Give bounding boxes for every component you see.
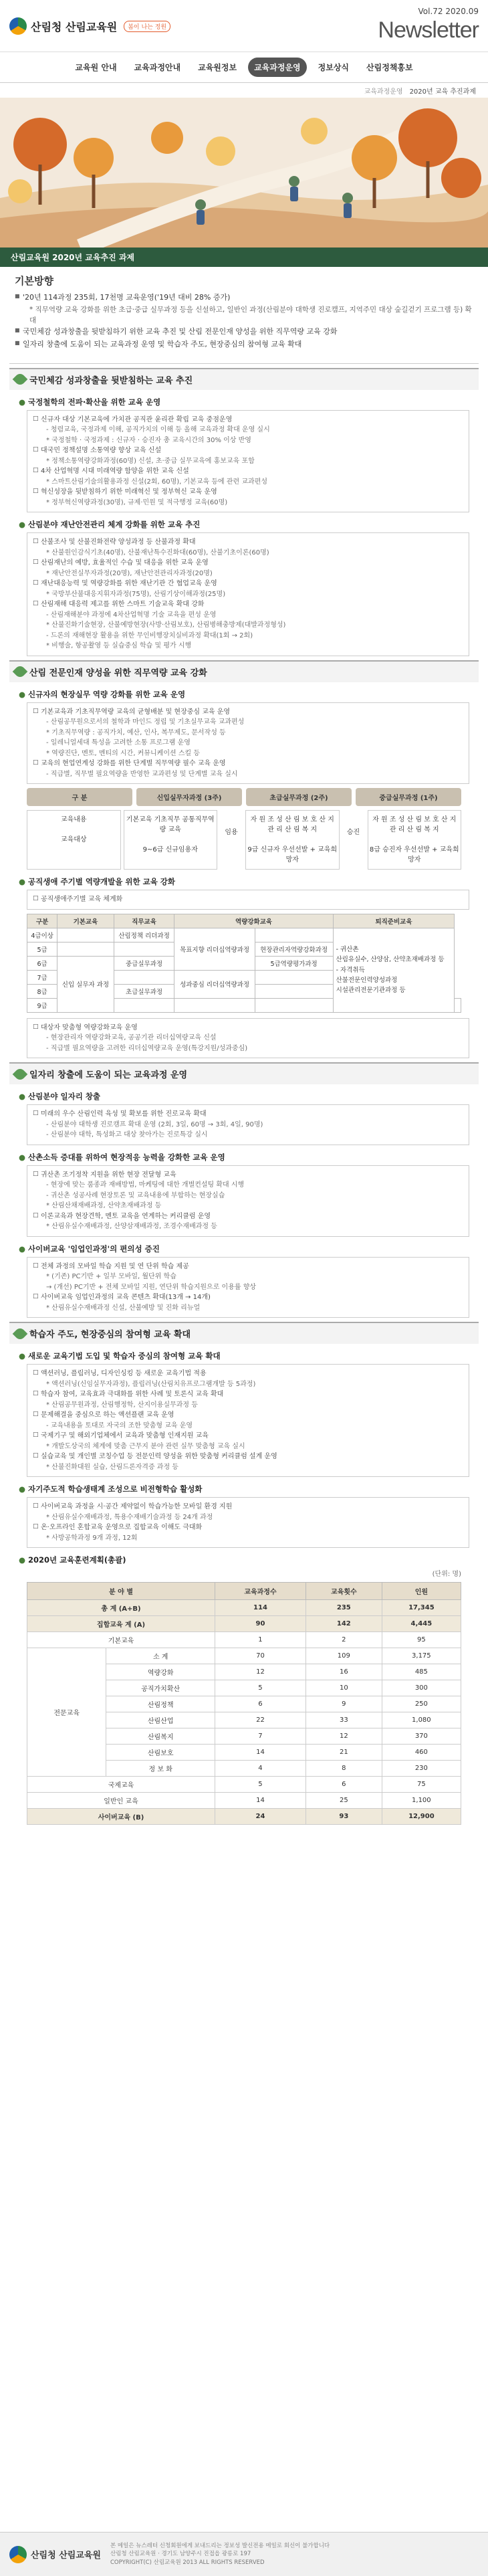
- stat-cell: 75: [382, 1777, 461, 1793]
- org-name: 산림청 산림교육원: [31, 20, 118, 33]
- table-row: [27, 1648, 461, 1664]
- retire-line: 산림유실수, 산양삼, 산약초재배과정 등: [336, 956, 445, 964]
- rank-cell: 9급: [27, 998, 57, 1012]
- section-title: [9, 368, 479, 390]
- stat-cell: 93: [306, 1809, 382, 1825]
- basic-item: ■ '20년 114과정 235회, 17천명 교육운영('19년 대비 28% 증가): [15, 292, 473, 304]
- slogan-badge: 봄이 나는 정원: [124, 21, 170, 32]
- flow-basic-text: 기본교육 기초직무 공통직무역량 교육: [126, 816, 215, 834]
- stat-title: ● 2020년 교육훈련계획(총괄): [19, 1555, 479, 1565]
- flow-arrow: 승진: [346, 829, 360, 837]
- subsection-title: ● 산림분야 재난안전관리 체계 강화를 위한 교육 추진: [19, 519, 479, 530]
- content-line: - 현장에 맞는 품종과 재배방법, 마케팅에 대한 개별컨설팅 확대 시행: [46, 1181, 245, 1189]
- stat-cell: 산림산업: [106, 1712, 215, 1728]
- stat-cell: 24: [215, 1809, 306, 1825]
- stat-cell: 4: [215, 1761, 306, 1777]
- stat-cell: 485: [382, 1664, 461, 1680]
- content-line: * 비행술, 항공촬영 등 실습중심 학습 및 평가 시행: [46, 642, 192, 650]
- table-cell: 초급실무과정: [114, 984, 174, 998]
- stat-cell: 9: [306, 1696, 382, 1712]
- footer-line: 산림청 산림교육원 · 경기도 남양주시 진접읍 광릉로 197: [110, 2551, 251, 2558]
- section-title-text: 학습자 주도, 현장중심의 참여형 교육 확대: [29, 1330, 191, 1341]
- stat-cell: 114: [215, 1600, 306, 1616]
- table-row: [27, 1616, 461, 1632]
- stat-cell: 95: [382, 1632, 461, 1648]
- content-line: * 액션러닝(신임실무자과정), 플립러닝(산림치유프로그램개발 등 5과정): [46, 1380, 256, 1388]
- section-title-text: 산림 전문인재 양성을 위한 직무역량 교육 강화: [29, 668, 207, 678]
- subsection-title: ● 사이버교육 '임업인과정'의 편의성 증진: [19, 1244, 479, 1254]
- stat-cell: 산림보호: [106, 1745, 215, 1761]
- stat-cell: 1: [215, 1632, 306, 1648]
- table-row: [27, 1632, 461, 1648]
- stat-cell: 109: [306, 1648, 382, 1664]
- stat-cell: 6: [306, 1777, 382, 1793]
- content-list: [34, 415, 462, 508]
- stat-header: 인원: [382, 1583, 461, 1600]
- nav-item-operation[interactable]: 교육과정운영: [248, 58, 307, 77]
- content-line: □ 대국민 정책설명 소통역량 향상 교육 신설: [34, 445, 462, 456]
- flow-head: 구 분: [27, 788, 132, 806]
- content-list: [34, 1170, 462, 1232]
- retire-line: - 귀산촌: [336, 946, 359, 954]
- table-cell: [255, 998, 333, 1012]
- table-cell: 목표지향 리더십역량과정: [174, 928, 255, 970]
- stat-cell: 235: [306, 1600, 382, 1616]
- stat-cell: 14: [215, 1745, 306, 1761]
- stat-cell: 10: [306, 1680, 382, 1696]
- stat-cell: 370: [382, 1728, 461, 1745]
- stat-cell: 21: [306, 1745, 382, 1761]
- table-header: 구분: [27, 914, 57, 928]
- flow-junior-text: 자 원 조 성 산 림 보 호 산 지 관 리 산 림 복 지: [250, 816, 334, 834]
- stat-cell: 전문교육: [27, 1648, 106, 1777]
- stat-table-wrap: [27, 1582, 461, 1825]
- content-box: [27, 532, 469, 656]
- content-line: □ 문제해결을 중심으로 하는 액션플랜 교육 운영: [34, 1410, 462, 1421]
- content-line: * 정책소통역량강화과정(60명) 신설, 초·중급 실무교육에 홍보교육 포함: [46, 457, 255, 465]
- content-line: □ 실습교육 및 개인별 코칭수업 등 전문인력 양성을 위한 맞춤형 커리큘럼 설계 운영: [34, 1452, 462, 1462]
- content-line: * 국정철학 · 국정과제 : 신규자 · 승진자 총 교육시간의 30% 이상 반영: [46, 436, 251, 444]
- content-line: * 산림유실수재배과정 신설, 산불예방 및 진화 리뉴얼: [46, 1304, 201, 1312]
- stat-cell: 300: [382, 1680, 461, 1696]
- stat-cell: 1,100: [382, 1793, 461, 1809]
- table-cell: 산림정책 리더과정: [114, 928, 174, 942]
- newsletter-title: Newsletter: [378, 17, 479, 43]
- table-cell: [255, 970, 333, 984]
- content-box: [27, 1165, 469, 1237]
- course-flow-header: [27, 788, 461, 806]
- content-line: □ 대상자 맞춤형 역량강화교육 운영: [34, 1023, 462, 1033]
- subsection-title: ● 산림분야 일자리 창출: [19, 1091, 479, 1102]
- autumn-park-illustration: [0, 98, 488, 247]
- flow-target-3: 8급 승진자 우선선발 + 교육희망자: [369, 846, 459, 864]
- subsection-title: ● 산촌소득 증대를 위하여 현장적응 능력을 강화한 교육 운영: [19, 1152, 479, 1163]
- main-nav: [0, 52, 488, 83]
- section-title: [9, 1322, 479, 1344]
- subsection-title: ● 신규자의 현장실무 역량 강화를 위한 교육 운영: [19, 689, 479, 700]
- section-citizen-results: [9, 368, 479, 656]
- content-line: □ 교육의 현업연계성 강화를 위한 단계별 직무역량 필수 교육 운영: [34, 759, 462, 769]
- content-line: - 직급별, 직무별 필요역량을 반영한 교과편성 및 단계별 교육 실시: [46, 770, 238, 778]
- content-box: [27, 1018, 469, 1059]
- content-line: * 산불진화대원 실습, 산림드론자격증 과정 등: [46, 1463, 178, 1471]
- flow-arrow: 임용: [225, 829, 238, 837]
- table-cell: 중급실무과정: [114, 956, 174, 970]
- stat-cell: 22: [215, 1712, 306, 1728]
- stat-cell: 5: [215, 1680, 306, 1696]
- flow-head: 초급실무과정 (2주): [246, 788, 352, 806]
- stat-cell: 5: [215, 1777, 306, 1793]
- stat-cell: 국제교육: [27, 1777, 215, 1793]
- content-line: - 산림공무원으로서의 철학과 마인드 정립 및 기초실무교육 교과편성: [46, 718, 245, 726]
- content-line: □ 사이버교육 과정을 시·공간 제약없이 학습가능한 모바일 환경 지원: [34, 1502, 462, 1512]
- content-line: - 드론의 재해현장 활용을 위한 무인비행장치실비과정 확대(1회 → 2회): [46, 631, 253, 639]
- flow-head: 중급실무과정 (1주): [356, 788, 461, 806]
- content-box: [27, 1497, 469, 1548]
- rank-cell: 6급: [27, 956, 57, 970]
- flow-junior: [245, 810, 340, 870]
- content-line: * 개발도상국의 체계에 맞춤 근무지 분야 관련 실무 맞춤형 교육 실시: [46, 1442, 245, 1450]
- stat-cell: 소 계: [106, 1648, 215, 1664]
- issue-volume: Vol.72 2020.09: [418, 7, 479, 16]
- content-box: [27, 1104, 469, 1145]
- section-expert-training: [9, 660, 479, 1059]
- subsection-title: ● 공직생애 주기별 역량개발을 위한 교육 강화: [19, 876, 479, 887]
- forest-logo-icon: [9, 2546, 27, 2563]
- footer-org: 산림청 산림교육원: [31, 2551, 101, 2561]
- subsection-title: ● 새로운 교육기법 도입 및 학습자 중심의 참여형 교육 확대: [19, 1351, 479, 1361]
- table-cell: 신입 실무자 과정: [57, 956, 114, 1012]
- flow-target-1: 9~6급 신규임용자: [142, 846, 198, 854]
- table-cell: 성과중심 리더십역량과정: [174, 970, 255, 998]
- table-row: [27, 1809, 461, 1825]
- stat-cell: 25: [306, 1793, 382, 1809]
- basic-sub: * 직무역량 교육 강화를 위한 초급·중급 실무과정 등을 신설하고, 일반인 과정(산림분야 대학생 진로캠프, 지역주민 대상 숲길걷기 프로그램 등) 확대: [29, 305, 472, 324]
- stat-cell: 12: [215, 1664, 306, 1680]
- content-line: - 산림재해분야 과정에 4차산업혁명 기술 교육을 편성 운영: [46, 611, 217, 619]
- footer-text: [110, 2542, 330, 2567]
- stat-cell: 460: [382, 1745, 461, 1761]
- table-cell: [255, 928, 333, 942]
- retire-line: 산불전문인력양성과정: [336, 976, 398, 984]
- stat-cell: 4,445: [382, 1616, 461, 1632]
- retire-cell: [333, 928, 455, 1012]
- content-line: * 산림유실수재배과정, 산양삼재배과정, 조경수재배과정 등: [46, 1223, 217, 1231]
- content-line: □ 국제기구 및 해외기업체에서 교육과 맞춤형 인재지원 교육: [34, 1431, 462, 1442]
- table-header: 직무교육: [114, 914, 174, 928]
- content-box: [27, 410, 469, 513]
- table-cell: [57, 928, 114, 942]
- footer-logo[interactable]: [9, 2546, 101, 2563]
- stat-cell: 사이버교육 (B): [27, 1809, 215, 1825]
- content-line: □ 이론교육과 현장견학, 멘토 교육을 연계하는 커리큘럼 운영: [34, 1211, 462, 1222]
- leaf-icon: [13, 372, 28, 387]
- content-list: [34, 1109, 462, 1141]
- content-list: [34, 537, 462, 652]
- content-box: [27, 890, 469, 910]
- content-line: * 국방부산불대응지휘자과정(75명), 산림기상이해과정(25명): [46, 590, 226, 598]
- flow-label: [27, 810, 121, 870]
- stat-header: 교육횟수: [306, 1583, 382, 1600]
- stat-cell: 12,900: [382, 1809, 461, 1825]
- nav-item-intro[interactable]: 교육원 안내: [75, 63, 117, 72]
- stat-cell: 16: [306, 1664, 382, 1680]
- content-line: * 사방공학과정 9개 과정, 12회: [46, 1534, 138, 1542]
- content-box: [27, 702, 469, 785]
- rank-cell: 8급: [27, 984, 57, 998]
- stat-cell: 3,175: [382, 1648, 461, 1664]
- table-cell: [114, 970, 174, 984]
- content-line: - 청렴교육, 국정과제 이해, 공직가치의 이해 등 올해 교육과정 확대 운영 실시: [46, 426, 270, 434]
- nav-item-policy[interactable]: 산림정책홍보: [366, 63, 413, 72]
- stat-unit: (단위: 명): [432, 1571, 461, 1579]
- content-box: [27, 1257, 469, 1318]
- content-line: - 직급별 필요역량을 고려한 리더십역량교육 운영(특강지원/성과중심): [46, 1044, 248, 1052]
- content-line: □ 액션러닝, 플립러닝, 디자인싱킹 등 새로운 교육기법 적용: [34, 1369, 462, 1379]
- table-cell: [174, 998, 255, 1012]
- rank-cell: 4급이상: [27, 928, 57, 942]
- stat-body: [27, 1600, 461, 1825]
- content-line: * 재난안전실무자과정(20명), 재난안전관리자과정(20명): [46, 569, 213, 577]
- stat-cell: 6: [215, 1696, 306, 1712]
- stat-header: 분 야 별: [27, 1583, 215, 1600]
- footer: [0, 2532, 488, 2576]
- table-cell: [255, 984, 333, 998]
- divider: [9, 363, 479, 364]
- stat-cell: 17,345: [382, 1600, 461, 1616]
- section-title: [9, 1062, 479, 1084]
- table-cell: [114, 942, 174, 956]
- stat-cell: 산림복지: [106, 1728, 215, 1745]
- table-header: 역량강화교육: [174, 914, 333, 928]
- content-line: → (개선) PC기반 + 전체 모바일 지원, 연단위 학습지원으로 이용률 향상: [46, 1283, 257, 1291]
- content-line: □ 온·오프라인 혼합교육 운영으로 집합교육 이해도 극대화: [34, 1522, 462, 1533]
- content-line: - 산림분야 대학, 특성화고 대상 찾아가는 진로특강 실시: [46, 1131, 208, 1139]
- banner-title: 산림교육원 2020년 교육추진 과제: [0, 247, 488, 267]
- content-line: □ 학습자 참여, 교육효과 극대화를 위한 사례 및 토론식 교육 확대: [34, 1389, 462, 1400]
- content-line: * 정부혁신역량과정(30명), 규제·민원 및 적극행정 교육(60명): [46, 498, 228, 506]
- stat-cell: 역량강화: [106, 1664, 215, 1680]
- basic-title: 기본방향: [15, 275, 53, 287]
- stat-cell: 집합교육 계 (A): [27, 1616, 215, 1632]
- content-line: * 산불원인감식기초(40명), 산불재난특수진화대(60명), 산불기초이론(60명): [46, 549, 269, 557]
- flow-head: 신입실무자과정 (3주): [136, 788, 242, 806]
- section-learner-driven: [9, 1322, 479, 1825]
- lifecycle-table-wrap: [27, 914, 461, 1013]
- stat-cell: 1,080: [382, 1712, 461, 1728]
- stat-cell: 기본교육: [27, 1632, 215, 1648]
- table-row: [27, 1793, 461, 1809]
- flow-senior-text: 자 원 조 성 산 림 보 호 산 지 관 리 산 림 복 지: [372, 816, 457, 834]
- content-box: [27, 1364, 469, 1477]
- content-line: □ 신규자 대상 기본교육에 가치관 공직관 윤리관 확립 교육 중점운영: [34, 415, 462, 425]
- section-title-text: 국민체감 성과창출을 뒷받침하는 교육 추진: [29, 375, 193, 386]
- content-line: * 산림유실수재배과정, 특용수재배기술과정 등 24개 과정: [46, 1513, 213, 1521]
- stat-cell: 250: [382, 1696, 461, 1712]
- table-cell: 현장관리자역량강화과정: [255, 942, 333, 956]
- rank-cell: 7급: [27, 970, 57, 984]
- content-line: □ 산불조사 및 산불진화전략 양성과정 등 산불과정 확대: [34, 537, 462, 548]
- content-line: * 산림산채재배과정, 산약초재배과정 등: [46, 1202, 162, 1210]
- retire-line: 시설관리전문기관과정 등: [336, 986, 406, 994]
- flow-content-label: 교육내용: [60, 816, 87, 824]
- content-line: □ 산림재해 대응력 제고를 위한 스마트 기술교육 확대 강화: [34, 599, 462, 610]
- subsection-title: ● 국정철학의 전파·확산을 위한 교육 운영: [19, 397, 479, 407]
- table-cell: 5급역량평가과정: [255, 956, 333, 970]
- nav-item-courses[interactable]: 교육과정안내: [134, 63, 181, 72]
- table-row: [27, 1600, 461, 1616]
- hero-illustration: [0, 98, 488, 247]
- forest-logo-icon: [9, 17, 27, 35]
- section-title-text: 일자리 창출에 도움이 되는 교육과정 운영: [29, 1070, 188, 1081]
- course-flow-content: [27, 810, 461, 870]
- stat-cell: 총 계 (A+B): [27, 1600, 215, 1616]
- content-line: □ 재난대응능력 및 역량강화를 위한 재난기관 간 협업교육 운영: [34, 579, 462, 589]
- stat-cell: 일반인 교육: [27, 1793, 215, 1809]
- content-line: □ 혁신성장을 뒷받침하기 위한 미래혁신 및 정부혁신 교육 운영: [34, 487, 462, 498]
- table-row: [27, 1777, 461, 1793]
- flow-target-label: 교육대상: [60, 836, 87, 844]
- stat-cell: 7: [215, 1728, 306, 1745]
- basic-item: ■ 일자리 창출에 도움이 되는 교육과정 운영 및 학습자 주도, 현장중심의 참여형 교육 확대: [15, 338, 473, 351]
- content-line: □ 귀산촌 조기정착 지원을 위한 현장 전달형 교육: [34, 1170, 462, 1181]
- retire-line: - 자격취득: [336, 966, 365, 974]
- rank-cell: 5급: [27, 942, 57, 956]
- content-list: [34, 707, 462, 780]
- stat-cell: 70: [215, 1648, 306, 1664]
- table-header: 퇴직준비교육: [333, 914, 455, 928]
- content-line: - 현장관리자 역량강화교육, 공공기관 리더십역량교육 신설: [46, 1034, 217, 1042]
- stat-cell: 공직가치확산: [106, 1680, 215, 1696]
- nav-item-knowledge[interactable]: 정보상식: [318, 63, 350, 72]
- stat-header: 교육과정수: [215, 1583, 306, 1600]
- content-line: * 기초직무역량 : 공직가치, 예산, 인사, 복무제도, 문서작성 등: [46, 728, 226, 736]
- table-header: 기본교육: [57, 914, 114, 928]
- stat-cell: 14: [215, 1793, 306, 1809]
- content-line: * 역량진단, 멘토, 멘티의 시간, 커뮤니케이션 스킬 등: [46, 749, 200, 757]
- content-line: - 귀산촌 성공사례 현장토론 및 교육내용에 부합하는 현장실습: [46, 1191, 225, 1199]
- content-list: [34, 1262, 462, 1314]
- content-line: - 교육내용을 토대로 자국의 조한 맞춤형 교육 운영: [46, 1421, 193, 1429]
- flow-basic: [124, 810, 218, 870]
- basic-item: ■ 국민체감 성과창출을 뒷받침하기 위한 교육 추진 및 산림 전문인재 양성을 위한 직무역량 교육 강화: [15, 326, 473, 338]
- flow-senior: [368, 810, 462, 870]
- content-list: [34, 1369, 462, 1472]
- stat-cell: 2: [306, 1632, 382, 1648]
- leaf-icon: [13, 1326, 28, 1341]
- content-list: [34, 1502, 462, 1543]
- content-line: □ 기본교육과 기초직무역량 교육의 균형배분 및 현장중심 교육 운영: [34, 707, 462, 718]
- stat-table: [27, 1582, 461, 1825]
- flow-target-2: 9급 신규자 우선선발 + 교육희망자: [247, 846, 338, 864]
- header: [0, 0, 488, 52]
- content-line: * 산림공무원과정, 산림행정학, 산지이용실무과정 등: [46, 1401, 198, 1409]
- stat-cell: 33: [306, 1712, 382, 1728]
- leaf-icon: [13, 1066, 28, 1082]
- footer-line: COPYRIGHT(C) 산림교육원 2013 ALL RIGHTS RESERVED: [110, 2559, 265, 2566]
- content-line: □ 공직생애주기별 교육 체계화: [34, 894, 462, 905]
- table-cell: [57, 942, 114, 956]
- stat-cell: 12: [306, 1728, 382, 1745]
- content-line: □ 산림재난의 예방, 효율적인 수습 및 대응을 위한 교육 운영: [34, 558, 462, 569]
- content-line: - 산림분야 대학생 진로캠프 확대 운영 (2회, 3일, 60명 → 3회, 4일, 90명): [46, 1120, 263, 1128]
- content-line: □ 미래의 우수 산림인력 육성 및 확보를 위한 진로교육 확대: [34, 1109, 462, 1120]
- stat-cell: 142: [306, 1616, 382, 1632]
- table-cell: [114, 998, 174, 1012]
- content-line: □ 4차 산업혁명 시대 미래역량 함양을 위한 교육 신설: [34, 466, 462, 477]
- content-line: * 스마트산림기술의활용과정 신설(2회, 60명), 기본교육 등에 관련 교과편성: [46, 478, 267, 486]
- stat-cell: 8: [306, 1761, 382, 1777]
- basic-direction: [0, 267, 488, 361]
- content-line: □ 전체 과정의 모바일 학습 지원 및 연 단위 학습 제공: [34, 1262, 462, 1272]
- logo[interactable]: [9, 17, 170, 35]
- footer-line: 본 메일은 뉴스레터 신청회원에게 보내드리는 정보성 발신전용 메일로 회신이 불가합니다: [110, 2543, 330, 2550]
- subsection-title: ● 자기주도적 학습생태계 조성으로 비전형학습 활성화: [19, 1484, 479, 1494]
- content-line: □ 사이버교육 임업인과정의 교육 콘텐츠 확대(13개 → 14개): [34, 1292, 462, 1303]
- table-cell: [455, 998, 461, 1012]
- breadcrumb-section[interactable]: 교육과정운영: [364, 88, 403, 96]
- breadcrumb: [0, 83, 488, 98]
- breadcrumb-page: 2020년 교육 추진과제: [409, 88, 476, 96]
- leaf-icon: [13, 664, 28, 680]
- stat-cell: 90: [215, 1616, 306, 1632]
- section-job-creation: [9, 1062, 479, 1318]
- content-line: * (기존) PC기반 + 일부 모바일, 월단위 학습: [46, 1273, 176, 1281]
- lifecycle-table: [27, 914, 461, 1013]
- content-line: * 산불진화기술현장, 산불예방현장(사방·산림보호), 산림병해충방제(대발과정형성): [46, 621, 286, 629]
- nav-item-info[interactable]: 교육원정보: [198, 63, 237, 72]
- content-line: - 일레니얼세대 특성을 고려한 소통 프로그램 운영: [46, 739, 191, 747]
- stat-cell: 정 보 화: [106, 1761, 215, 1777]
- section-title: [9, 660, 479, 682]
- stat-cell: 산림정책: [106, 1696, 215, 1712]
- stat-cell: 230: [382, 1761, 461, 1777]
